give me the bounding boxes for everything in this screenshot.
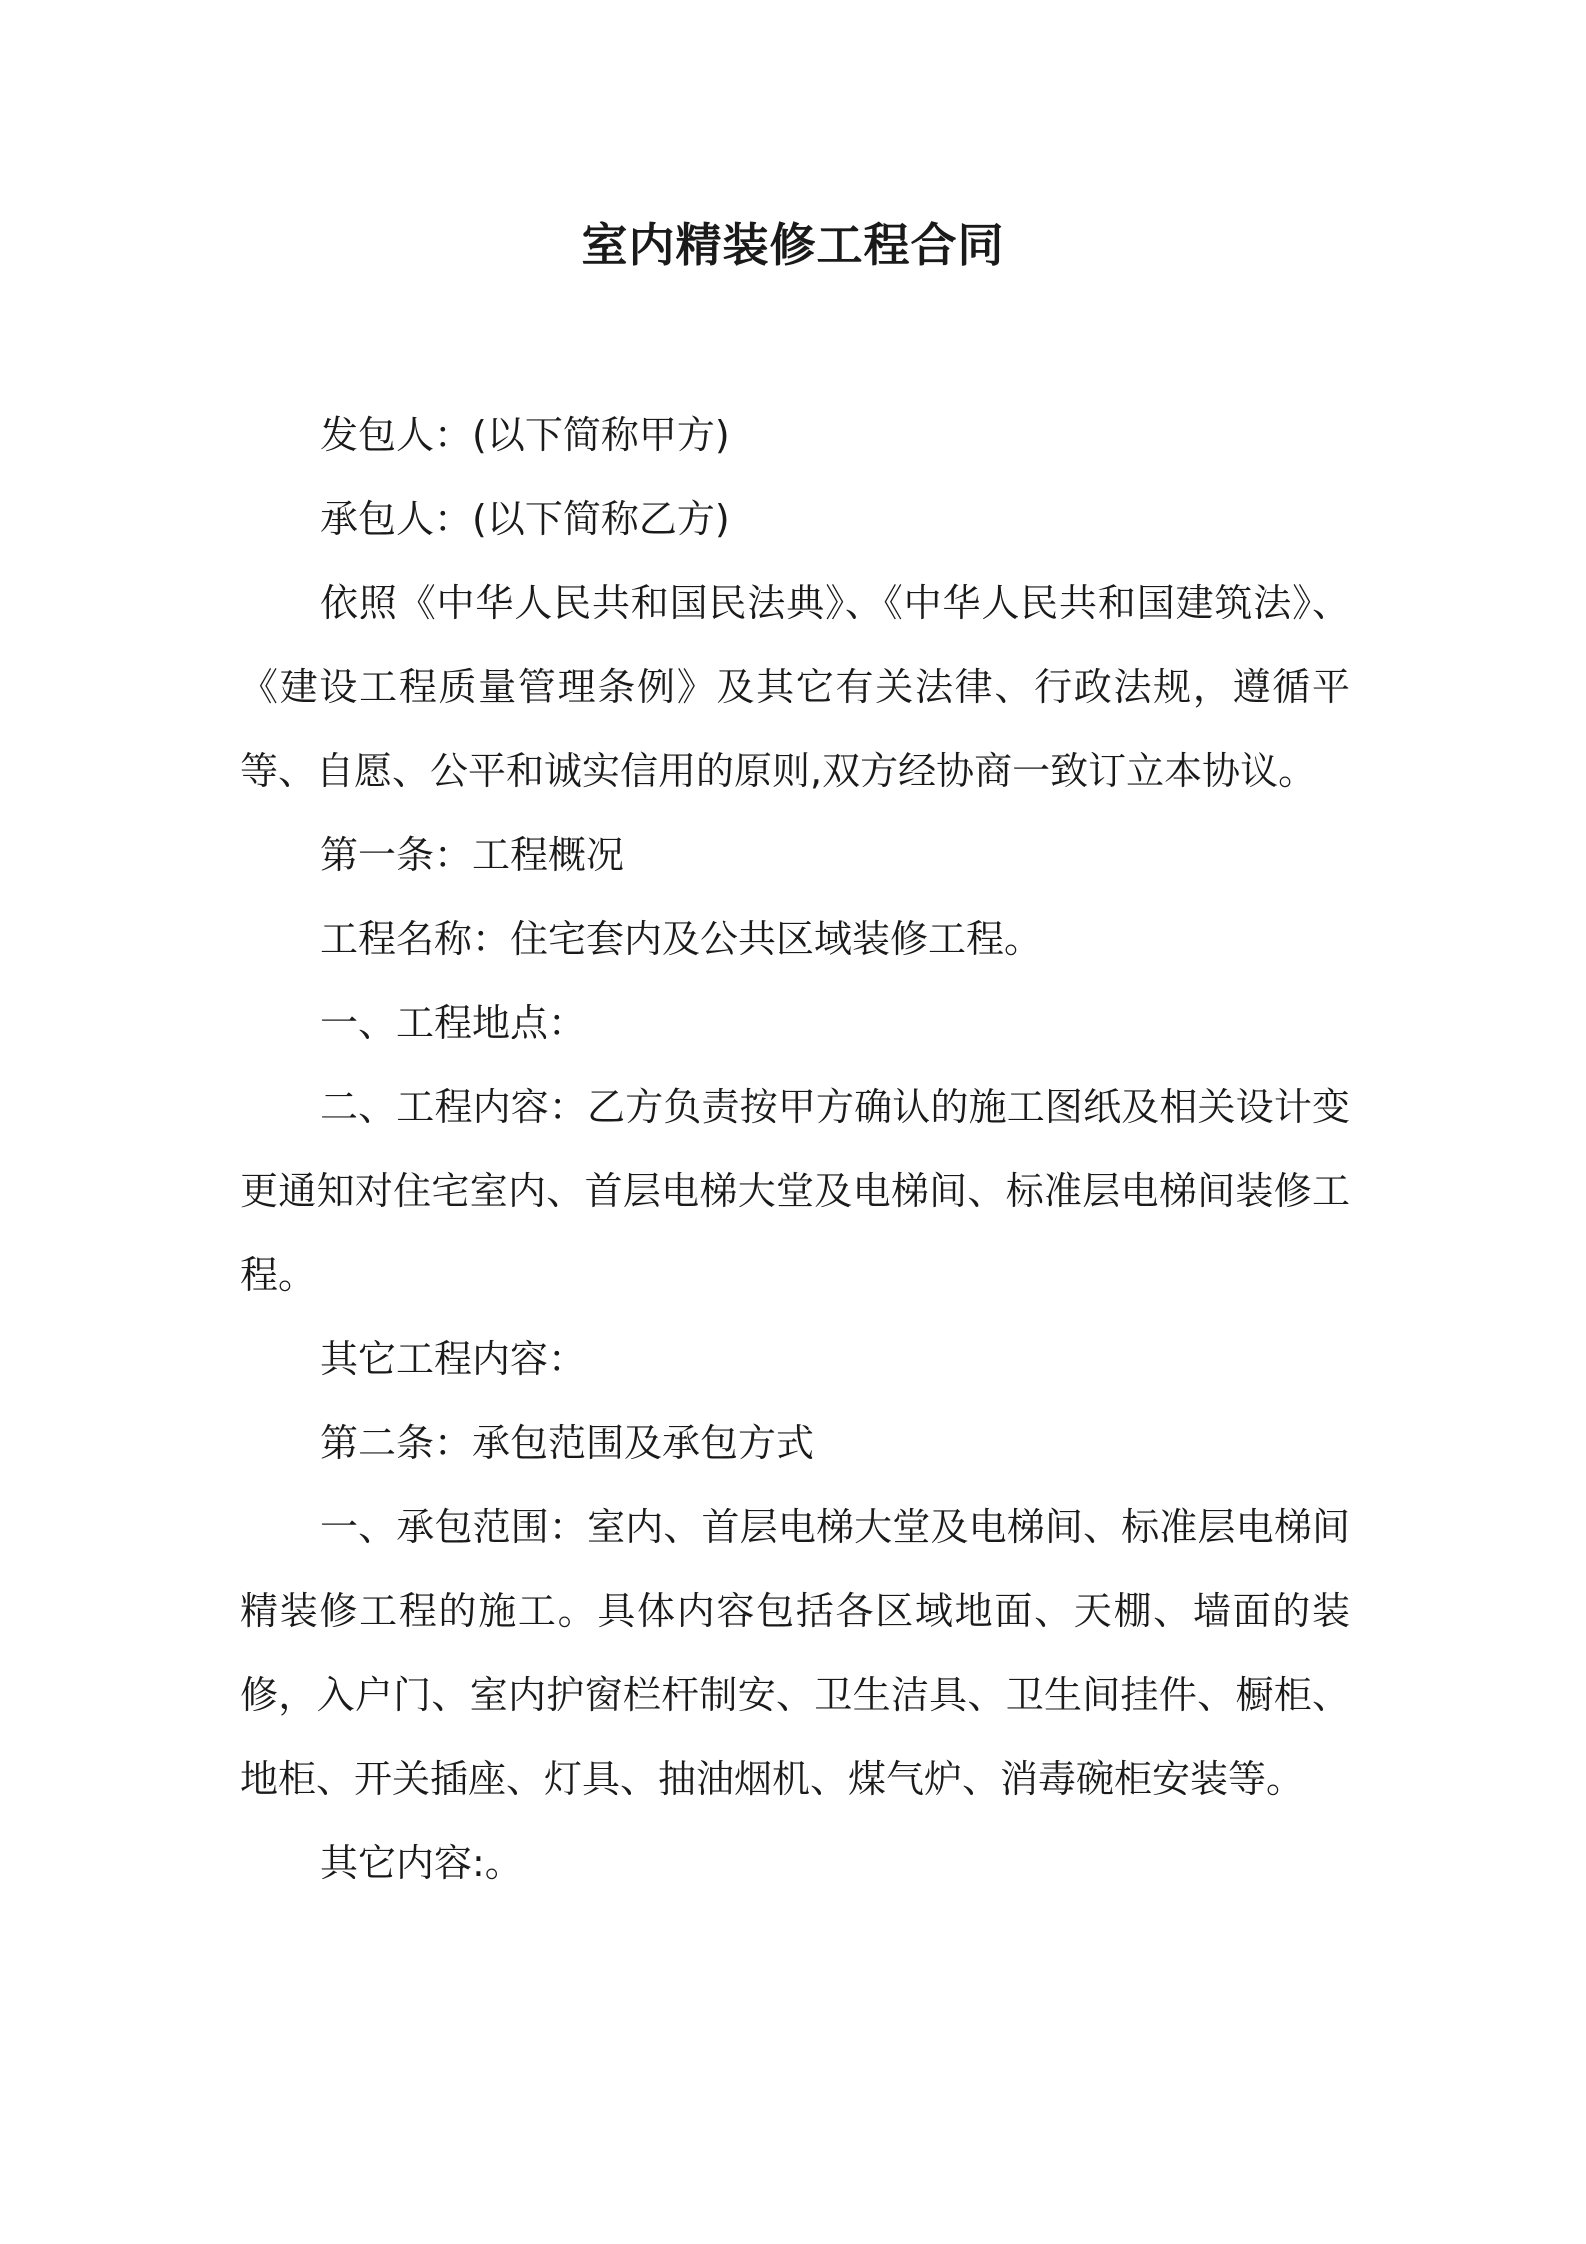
paragraph-contractor: 承包人：(以下简称乙方) xyxy=(320,497,730,541)
paragraph-legal-basis: 依照《中华人民共和国民法典》、《中华人民共和国建筑法》、《建设工程质量管理条例》及其它有关法律、行政法规，遵循平等、自愿、公平和诚实信用的原则,双方经协商一致订立本协议。 xyxy=(240,581,1350,793)
document-body xyxy=(240,393,1350,1905)
paragraph-article-2-heading: 第二条：承包范围及承包方式 xyxy=(320,1421,815,1465)
document-title: 室内精装修工程合同 xyxy=(581,218,1005,272)
paragraph-project-location: 一、工程地点： xyxy=(320,1001,587,1045)
paragraph-contract-scope: 一、承包范围：室内、首层电梯大堂及电梯间、标准层电梯间精装修工程的施工。具体内容包括各区域地面、天棚、墙面的装修，入户门、室内护窗栏杆制安、卫生洁具、卫生间挂件、橱柜、地柜、开关插座、灯具、抽油烟机、煤气炉、消毒碗柜安装等。 xyxy=(240,1505,1350,1801)
paragraph-other-project-content: 其它工程内容： xyxy=(320,1337,587,1381)
paragraph-project-name: 工程名称：住宅套内及公共区域装修工程。 xyxy=(320,917,1043,961)
paragraph-other-content: 其它内容:。 xyxy=(320,1841,523,1885)
paragraph-employer: 发包人：(以下简称甲方) xyxy=(320,413,730,457)
paragraph-project-content: 二、工程内容：乙方负责按甲方确认的施工图纸及相关设计变更通知对住宅室内、首层电梯大堂及电梯间、标准层电梯间装修工程。 xyxy=(240,1085,1350,1297)
paragraph-article-1-heading: 第一条：工程概况 xyxy=(320,833,625,877)
